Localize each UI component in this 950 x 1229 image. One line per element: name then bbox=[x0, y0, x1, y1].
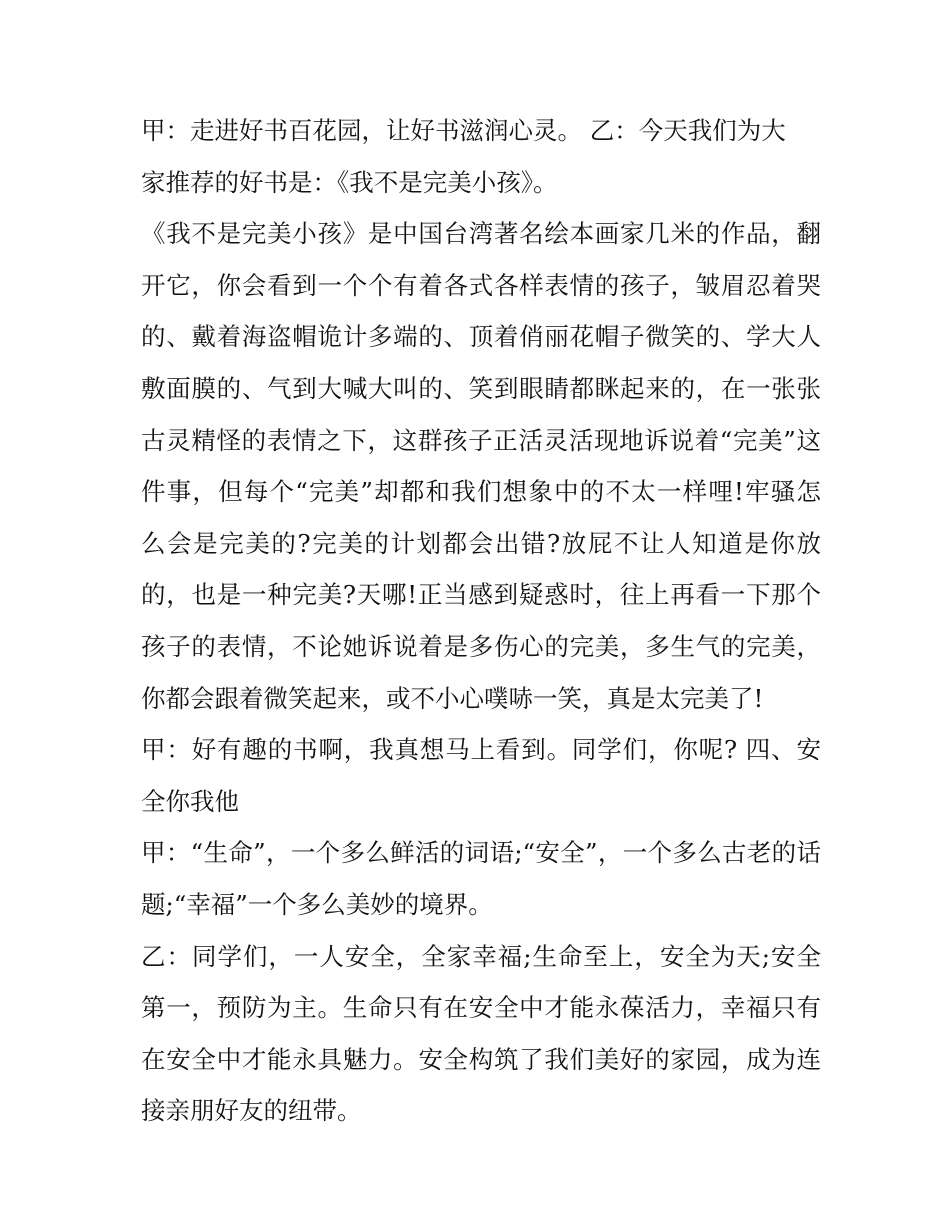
text-line: 全你我他 bbox=[141, 786, 239, 816]
text-line: 家推荐的好书是：《我不是完美小孩》。 bbox=[141, 167, 558, 197]
text-line: 甲：“生命”，一个多么鲜活的词语;“安全”，一个多么古老的话 bbox=[141, 838, 821, 868]
text-line: 么会是完美的?完美的计划都会出错?放屁不让人知道是你放 bbox=[141, 528, 821, 558]
text-line: 的，也是一种完美?天哪!正当感到疑惑时，往上再看一下那个 bbox=[141, 580, 821, 610]
text-line: 古灵精怪的表情之下，这群孩子正活灵活现地诉说着“完美”这 bbox=[141, 425, 821, 455]
text-line: 乙：同学们，一人安全，全家幸福;生命至上，安全为天;安全 bbox=[141, 941, 821, 971]
text-line: 题;“幸福”一个多么美妙的境界。 bbox=[141, 889, 493, 919]
text-line: 甲：好有趣的书啊，我真想马上看到。同学们，你呢? 四、安 bbox=[141, 735, 821, 765]
body-text bbox=[141, 105, 821, 1137]
text-line: 第一，预防为主。生命只有在安全中才能永葆活力，幸福只有 bbox=[141, 993, 821, 1023]
text-line: 的、戴着海盗帽诡计多端的、顶着俏丽花帽子微笑的、学大人 bbox=[141, 322, 821, 352]
text-line: 件事，但每个“完美”却都和我们想象中的不太一样哩!牢骚怎 bbox=[141, 477, 821, 507]
text-line: 《我不是完美小孩》是中国台湾著名绘本画家几米的作品，翻 bbox=[141, 219, 821, 249]
text-line: 在安全中才能永具魅力。安全构筑了我们美好的家园，成为连 bbox=[141, 1044, 821, 1074]
text-line: 甲：走进好书百花园，让好书滋润心灵。 乙：今天我们为大 bbox=[141, 116, 786, 145]
text-line: 敷面膜的、气到大喊大叫的、笑到眼睛都眯起来的，在一张张 bbox=[141, 373, 821, 403]
text-line: 孩子的表情，不论她诉说着是多伤心的完美，多生气的完美， bbox=[141, 631, 821, 661]
text-line: 开它，你会看到一个个有着各式各样表情的孩子，皱眉忍着哭 bbox=[141, 270, 821, 300]
text-line: 你都会跟着微笑起来，或不小心噗哧一笑，真是太完美了! bbox=[141, 683, 764, 713]
text-line: 接亲朋好友的纽带。 bbox=[141, 1096, 362, 1126]
